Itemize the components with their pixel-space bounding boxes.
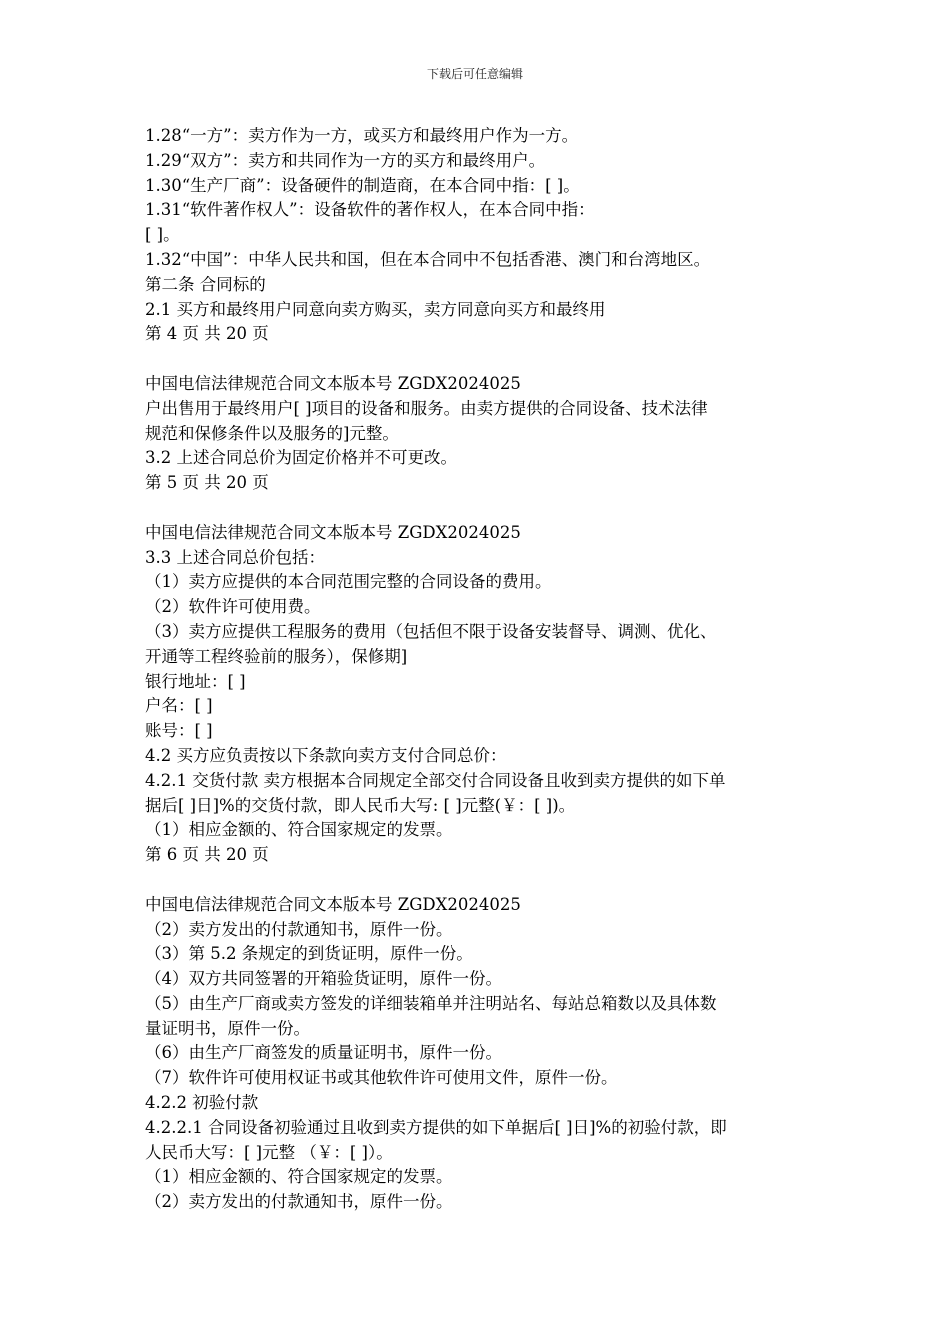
text-line: （6）由生产厂商签发的质量证明书，原件一份。 <box>145 1043 502 1063</box>
text-line: 第 4 页 共 20 页 <box>145 324 269 344</box>
text-line: （7）软件许可使用权证书或其他软件许可使用文件，原件一份。 <box>145 1068 618 1088</box>
text-line: 3.3 上述合同总价包括： <box>145 547 325 567</box>
text-line: （2）卖方发出的付款通知书，原件一份。 <box>145 919 453 939</box>
text-line: 量证明书，原件一份。 <box>145 1018 310 1038</box>
text-line: （5）由生产厂商或卖方签发的详细装箱单并注明站名、每站总箱数以及具体数 <box>145 993 717 1013</box>
text-line: （2）卖方发出的付款通知书，原件一份。 <box>145 1192 453 1212</box>
text-line: 1.29“双方”：卖方和共同作为一方的买方和最终用户。 <box>145 150 546 170</box>
text-line: （1）相应金额的、符合国家规定的发票。 <box>145 820 453 840</box>
text-line: （4）双方共同签署的开箱验货证明，原件一份。 <box>145 969 502 989</box>
text-line: [ ]。 <box>145 225 180 245</box>
text-line: 中国电信法律规范合同文本版本号 ZGDX2024025 <box>145 373 521 393</box>
text-line: 人民币大写：[ ]元整 （￥：[ ]）。 <box>145 1142 393 1162</box>
text-line: 4.2.2 初验付款 <box>145 1093 259 1113</box>
text-line: 1.31“软件著作权人”：设备软件的著作权人，在本合同中指： <box>145 200 595 220</box>
text-line: 第 5 页 共 20 页 <box>145 473 269 493</box>
text-line: 1.28“一方”：卖方作为一方，或买方和最终用户作为一方。 <box>145 126 579 145</box>
text-line: 4.2.1 交货付款 卖方根据本合同规定全部交付合同设备且收到卖方提供的如下单 <box>145 770 726 790</box>
text-line: 中国电信法律规范合同文本版本号 ZGDX2024025 <box>145 522 521 542</box>
text-line: 2.1 买方和最终用户同意向卖方购买，卖方同意向买方和最终用 <box>145 299 606 319</box>
text-line: 户出售用于最终用户[ ]项目的设备和服务。由卖方提供的合同设备、技术法律 <box>145 398 708 418</box>
text-line: （3）第 5.2 条规定的到货证明，原件一份。 <box>145 944 473 964</box>
text-line: 4.2 买方应负责按以下条款向卖方支付合同总价： <box>145 745 507 765</box>
text-line: 户名：[ ] <box>145 696 213 716</box>
text-line: （2）软件许可使用费。 <box>145 597 321 617</box>
text-line: 第二条 合同标的 <box>145 274 266 294</box>
text-line: 3.2 上述合同总价为固定价格并不可更改。 <box>145 448 457 468</box>
document-body <box>145 124 810 1215</box>
text-line: （3）卖方应提供工程服务的费用（包括但不限于设备安装督导、调测、优化、 <box>145 621 717 641</box>
text-line: 第 6 页 共 20 页 <box>145 845 269 865</box>
text-line: 开通等工程终验前的服务），保修期] <box>145 646 408 666</box>
text-line: 中国电信法律规范合同文本版本号 ZGDX2024025 <box>145 894 521 914</box>
text-line: （1）卖方应提供的本合同范围完整的合同设备的费用。 <box>145 572 552 592</box>
page-header: 下载后可任意编辑 <box>426 67 523 81</box>
text-line: 账号：[ ] <box>145 721 213 741</box>
text-line: 1.32“中国”：中华人民共和国，但在本合同中不包括香港、澳门和台湾地区。 <box>145 249 711 269</box>
blank-line <box>145 347 810 372</box>
text-line: 4.2.2.1 合同设备初验通过且收到卖方提供的如下单据后[ ]日]%的初验付款，即 <box>145 1117 727 1137</box>
blank-line <box>145 496 810 521</box>
text-line: 规范和保修条件以及服务的]元整。 <box>145 423 399 443</box>
text-line: 银行地址：[ ] <box>145 671 246 691</box>
text-line: （1）相应金额的、符合国家规定的发票。 <box>145 1167 453 1187</box>
text-line: 据后[ ]日]%的交货付款，即人民币大写: [ ]元整(￥：[ ])。 <box>145 795 576 815</box>
text-line: 1.30“生产厂商”：设备硬件的制造商，在本合同中指：[ ]。 <box>145 175 580 195</box>
blank-line <box>145 868 810 893</box>
